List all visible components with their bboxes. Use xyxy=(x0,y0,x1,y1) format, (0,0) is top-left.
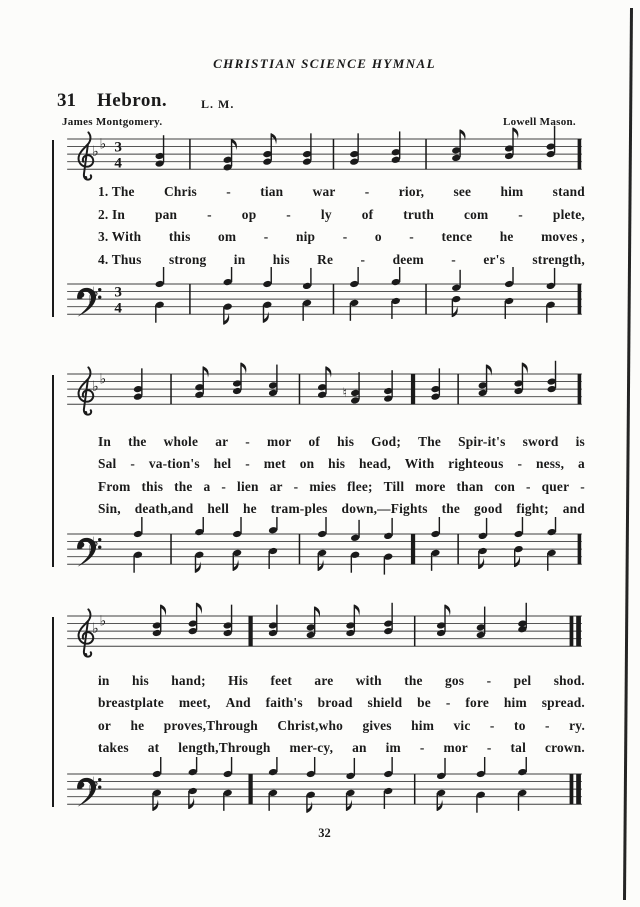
note-chord xyxy=(350,520,360,573)
lyric-syllable: com xyxy=(463,206,489,222)
lyric-syllable: feet xyxy=(270,673,293,688)
music-glyph: ♭ xyxy=(92,144,99,160)
lyric-syllable: - xyxy=(580,478,585,494)
lyric-syllable: - xyxy=(451,251,456,267)
lyrics-line-v1-system-2 xyxy=(52,434,597,455)
lyric-syllable: God; xyxy=(371,434,401,449)
note-chord xyxy=(436,605,450,637)
note-chord xyxy=(223,267,233,325)
music-glyph: ♭ xyxy=(88,543,96,560)
music-glyph: ♭ xyxy=(99,136,107,153)
lyric-syllable: tram-ples xyxy=(270,500,328,516)
lyric-syllable: in xyxy=(98,673,110,688)
lyric-syllable: broad xyxy=(317,695,353,711)
lyric-syllable: or xyxy=(98,717,112,733)
note-chord xyxy=(383,370,393,402)
lyric-syllable: gos xyxy=(445,673,465,688)
lyric-syllable: see xyxy=(453,184,472,199)
lyric-syllable: him xyxy=(500,184,524,199)
lyric-syllable: Chris xyxy=(163,184,197,199)
lyric-syllable: this xyxy=(168,229,191,245)
lyric-syllable: - xyxy=(293,478,299,494)
note-chord xyxy=(431,368,441,400)
lyric-syllable: strength, xyxy=(532,251,585,267)
lyric-syllable: - xyxy=(342,229,348,245)
note-chord xyxy=(223,139,237,171)
lyric-syllable: And xyxy=(225,695,251,711)
lyric-syllable: fore xyxy=(465,695,489,711)
lyric-syllable: o xyxy=(374,229,382,245)
lyric-syllable: - xyxy=(419,739,425,755)
note-chord xyxy=(302,133,312,165)
author-name: James Montgomery. xyxy=(62,116,163,128)
lyric-syllable: a xyxy=(203,478,211,494)
lyric-syllable: im xyxy=(385,739,401,755)
lyric-syllable: rior, xyxy=(398,184,425,199)
note-chord xyxy=(476,607,486,639)
lyric-syllable: op xyxy=(241,206,257,222)
lyric-syllable: con xyxy=(494,478,516,494)
note-chord xyxy=(346,758,356,811)
note-chord xyxy=(383,757,393,809)
lyric-syllable: With xyxy=(404,456,435,472)
bass-staff-system-3 xyxy=(52,757,597,825)
lyric-syllable: tal xyxy=(510,739,526,755)
treble-clef-icon xyxy=(79,367,94,414)
lyric-syllable: mies xyxy=(309,478,337,494)
lyric-syllable: - xyxy=(207,206,212,222)
lyric-syllable: to xyxy=(514,717,526,733)
lyric-syllable: 1. The xyxy=(98,184,135,199)
lyric-syllable: - xyxy=(263,229,269,245)
lyric-syllable: truth xyxy=(403,206,434,222)
lyric-syllable: plete, xyxy=(552,206,585,222)
lyric-syllable: sword xyxy=(522,434,559,449)
lyric-syllable: om xyxy=(218,229,237,245)
note-chord xyxy=(349,267,359,321)
lyric-syllable: war xyxy=(312,184,336,199)
lyric-syllable: ar xyxy=(215,434,229,449)
note-chord xyxy=(268,365,278,397)
music-glyph: ♭ xyxy=(92,285,99,302)
note-chord xyxy=(306,607,320,639)
lyric-syllable: In xyxy=(98,434,112,449)
lyric-syllable: vic xyxy=(453,717,471,733)
lyric-syllable: mer-cy, xyxy=(289,739,334,755)
lyric-syllable: good xyxy=(474,500,503,516)
note-chord xyxy=(391,131,401,163)
note-chord xyxy=(188,603,202,635)
note-chord xyxy=(518,603,528,633)
lyric-syllable: him xyxy=(411,717,435,733)
lyric-syllable: Christ,who xyxy=(277,717,343,733)
lyric-syllable: - xyxy=(486,739,492,755)
lyric-syllable: breastplate xyxy=(98,695,164,711)
note-chord xyxy=(478,365,492,397)
lyric-syllable: 3. With xyxy=(98,229,142,245)
note-chord xyxy=(155,135,165,167)
music-glyph: ♭ xyxy=(92,621,99,637)
lyric-syllable: of xyxy=(308,434,321,449)
lyric-syllable: - xyxy=(245,456,250,472)
music-glyph: 4 xyxy=(114,155,122,172)
running-header: CHRISTIAN SCIENCE HYMNAL xyxy=(213,56,436,71)
lyric-syllable: spread. xyxy=(541,695,585,711)
hymn-meter: L. M. xyxy=(201,97,235,111)
lyric-syllable: Sal xyxy=(98,456,117,472)
music-glyph: 4 xyxy=(114,300,122,317)
lyric-syllable: on xyxy=(299,456,315,472)
lyric-syllable: nip xyxy=(295,229,316,245)
lyric-syllable: a xyxy=(578,456,585,472)
lyric-syllable: the xyxy=(174,478,193,494)
lyrics-line-v3-system-3 xyxy=(52,718,597,739)
music-glyph: 3 xyxy=(114,139,122,156)
note-chord xyxy=(317,366,331,398)
lyric-syllable: - xyxy=(226,184,231,199)
lyric-syllable: whole xyxy=(163,434,199,449)
note-chord xyxy=(504,128,518,160)
lyric-syllable: Sin, xyxy=(98,500,121,516)
lyric-syllable: - xyxy=(486,673,492,688)
lyric-syllable: mor xyxy=(443,739,468,755)
lyric-syllable: moves , xyxy=(541,229,585,245)
composer-name: Lowell Mason. xyxy=(503,116,576,128)
lyric-syllable: er's xyxy=(483,251,505,267)
lyric-syllable: stand xyxy=(552,184,585,199)
lyric-syllable: his xyxy=(337,434,355,449)
lyric-syllable: lien xyxy=(237,478,259,494)
lyric-syllable: 2. In xyxy=(98,206,126,222)
lyric-syllable: - xyxy=(409,229,414,245)
lyric-syllable: shield xyxy=(367,695,403,711)
lyrics-line-v2-system-1 xyxy=(52,207,597,228)
note-chord xyxy=(547,517,557,571)
lyric-syllable: Till xyxy=(383,478,405,494)
lyric-syllable: takes xyxy=(98,739,129,755)
lyric-syllable: his xyxy=(272,251,290,267)
lyric-syllable: The xyxy=(418,434,441,449)
note-chord xyxy=(431,517,441,571)
lyric-syllable: more xyxy=(415,478,446,494)
note-chord xyxy=(232,517,242,571)
lyric-syllable: va-tion's xyxy=(148,456,200,472)
note-chord xyxy=(518,757,528,811)
lyric-syllable: - xyxy=(286,206,291,222)
lyric-syllable: - xyxy=(360,251,366,267)
lyric-syllable: the xyxy=(404,673,423,688)
lyric-syllable: down,—Fights xyxy=(341,500,428,516)
lyric-syllable: an xyxy=(352,739,367,755)
lyric-syllable: - xyxy=(518,206,523,222)
lyrics-line-v2-system-3 xyxy=(52,695,597,716)
hymn-title: Hebron. xyxy=(97,90,168,111)
lyric-syllable: tian xyxy=(260,184,284,199)
note-chord xyxy=(152,605,166,637)
lyric-syllable: righteous xyxy=(448,456,504,472)
treble-staff-system-3 xyxy=(52,599,597,667)
lyric-syllable: with xyxy=(355,673,382,688)
lyric-syllable: be xyxy=(417,695,431,711)
lyric-syllable: - xyxy=(526,478,531,494)
note-chord xyxy=(343,372,360,404)
lyric-syllable: His xyxy=(228,673,249,688)
lyric-syllable: proves,Through xyxy=(163,717,258,733)
lyric-syllable: hand; xyxy=(171,673,206,688)
lyric-syllable: pan xyxy=(155,206,178,222)
lyric-syllable: - xyxy=(489,717,495,733)
lyric-syllable: - xyxy=(221,478,227,494)
lyric-syllable: the xyxy=(128,434,147,449)
lyric-syllable: his xyxy=(131,673,149,688)
treble-staff-system-2 xyxy=(52,357,597,425)
scan-edge-line xyxy=(623,8,633,900)
note-chord xyxy=(514,363,528,395)
note-chord xyxy=(391,267,401,319)
lyric-syllable: is xyxy=(575,434,585,449)
lyric-syllable: quer xyxy=(541,478,570,494)
note-chord xyxy=(268,517,278,569)
note-chord xyxy=(478,518,488,569)
note-chord xyxy=(195,366,209,398)
note-chord xyxy=(152,757,162,811)
lyric-syllable: - xyxy=(245,434,250,449)
lyric-syllable: gives xyxy=(362,717,392,733)
accidental-natural-icon: ♮ xyxy=(342,385,348,400)
treble-staff-system-1 xyxy=(52,122,597,190)
music-glyph: ♭ xyxy=(92,379,99,395)
lyric-syllable: Spir-it's xyxy=(458,434,506,449)
lyric-syllable: shod. xyxy=(553,673,585,688)
music-glyph: ♭ xyxy=(88,293,96,310)
lyric-syllable: faith's xyxy=(265,695,303,711)
lyric-syllable: met xyxy=(263,456,286,472)
music-glyph: ♭ xyxy=(92,775,99,792)
page-number: 32 xyxy=(318,826,331,840)
lyric-syllable: - xyxy=(445,695,451,711)
lyric-syllable: he xyxy=(499,229,514,245)
lyric-syllable: deem xyxy=(392,251,424,267)
lyric-syllable: - xyxy=(364,184,370,199)
note-chord xyxy=(268,605,278,637)
note-chord xyxy=(546,126,556,158)
lyric-syllable: him xyxy=(503,695,527,711)
treble-clef-icon xyxy=(79,609,94,656)
lyric-syllable: strong xyxy=(168,251,207,267)
lyric-syllable: length,Through xyxy=(178,739,271,755)
lyric-syllable: in xyxy=(233,251,246,267)
lyric-syllable: mor xyxy=(267,434,292,449)
lyric-syllable: ar xyxy=(269,478,283,494)
lyric-syllable: tence xyxy=(441,229,473,245)
music-glyph: ♭ xyxy=(92,535,99,552)
lyric-syllable: he xyxy=(243,500,257,516)
lyric-syllable: than xyxy=(456,478,484,494)
note-chord xyxy=(232,363,246,395)
lyric-syllable: meet, xyxy=(178,695,211,711)
lyric-syllable: - xyxy=(130,456,135,472)
lyric-syllable: pel xyxy=(513,673,532,688)
lyric-syllable: head, xyxy=(359,456,391,472)
music-glyph: ♭ xyxy=(99,371,107,388)
lyric-syllable: at xyxy=(147,739,160,755)
lyrics-line-v1-system-1 xyxy=(52,184,597,205)
lyric-syllable: this xyxy=(141,478,164,494)
lyric-syllable: - xyxy=(517,456,523,472)
note-chord xyxy=(188,757,198,809)
lyric-syllable: he xyxy=(130,717,145,733)
note-chord xyxy=(547,361,557,393)
lyric-syllable: ry. xyxy=(569,717,585,733)
note-chord xyxy=(451,270,461,317)
note-chord xyxy=(436,758,446,811)
lyric-syllable: are xyxy=(314,673,334,688)
lyric-syllable: ly xyxy=(320,206,332,222)
note-chord xyxy=(317,517,327,571)
music-glyph: ♭ xyxy=(99,613,107,630)
lyric-syllable: - xyxy=(545,717,550,733)
note-chord xyxy=(349,133,359,165)
music-glyph: 3 xyxy=(114,284,122,301)
lyric-syllable: crown. xyxy=(544,739,585,755)
note-chord xyxy=(268,757,278,811)
lyric-syllable: ness, xyxy=(535,456,565,472)
note-chord xyxy=(223,757,233,811)
hymn-number: 31 xyxy=(57,90,76,111)
bass-staff-system-2 xyxy=(52,517,597,585)
note-chord xyxy=(223,605,233,637)
note-chord xyxy=(133,368,143,400)
lyric-syllable: From xyxy=(98,478,131,494)
lyric-syllable: fight; xyxy=(516,500,549,516)
lyric-syllable: flee; xyxy=(347,478,373,494)
lyric-syllable: and xyxy=(562,500,585,516)
note-chord xyxy=(346,605,360,637)
lyrics-line-v2-system-2 xyxy=(52,456,597,477)
note-chord xyxy=(504,267,514,319)
lyric-syllable: hel xyxy=(213,456,232,472)
note-chord xyxy=(383,603,393,635)
bass-staff-system-1 xyxy=(52,267,597,335)
note-chord xyxy=(263,133,277,165)
lyric-syllable: hell xyxy=(207,500,230,516)
lyric-syllable: his xyxy=(328,456,346,472)
note-chord xyxy=(451,130,465,162)
music-glyph: ♭ xyxy=(88,783,96,800)
lyric-syllable: Re xyxy=(317,251,334,267)
lyric-syllable: 4. Thus xyxy=(98,251,142,267)
note-chord xyxy=(302,268,312,321)
lyrics-line-v3-system-1 xyxy=(52,229,597,250)
lyric-syllable: the xyxy=(441,500,461,516)
lyrics-line-v3-system-2 xyxy=(52,479,597,500)
lyrics-line-v1-system-3 xyxy=(52,673,597,694)
note-chord xyxy=(383,518,393,575)
lyric-syllable: of xyxy=(361,206,374,222)
lyric-syllable: death,and xyxy=(134,500,194,516)
